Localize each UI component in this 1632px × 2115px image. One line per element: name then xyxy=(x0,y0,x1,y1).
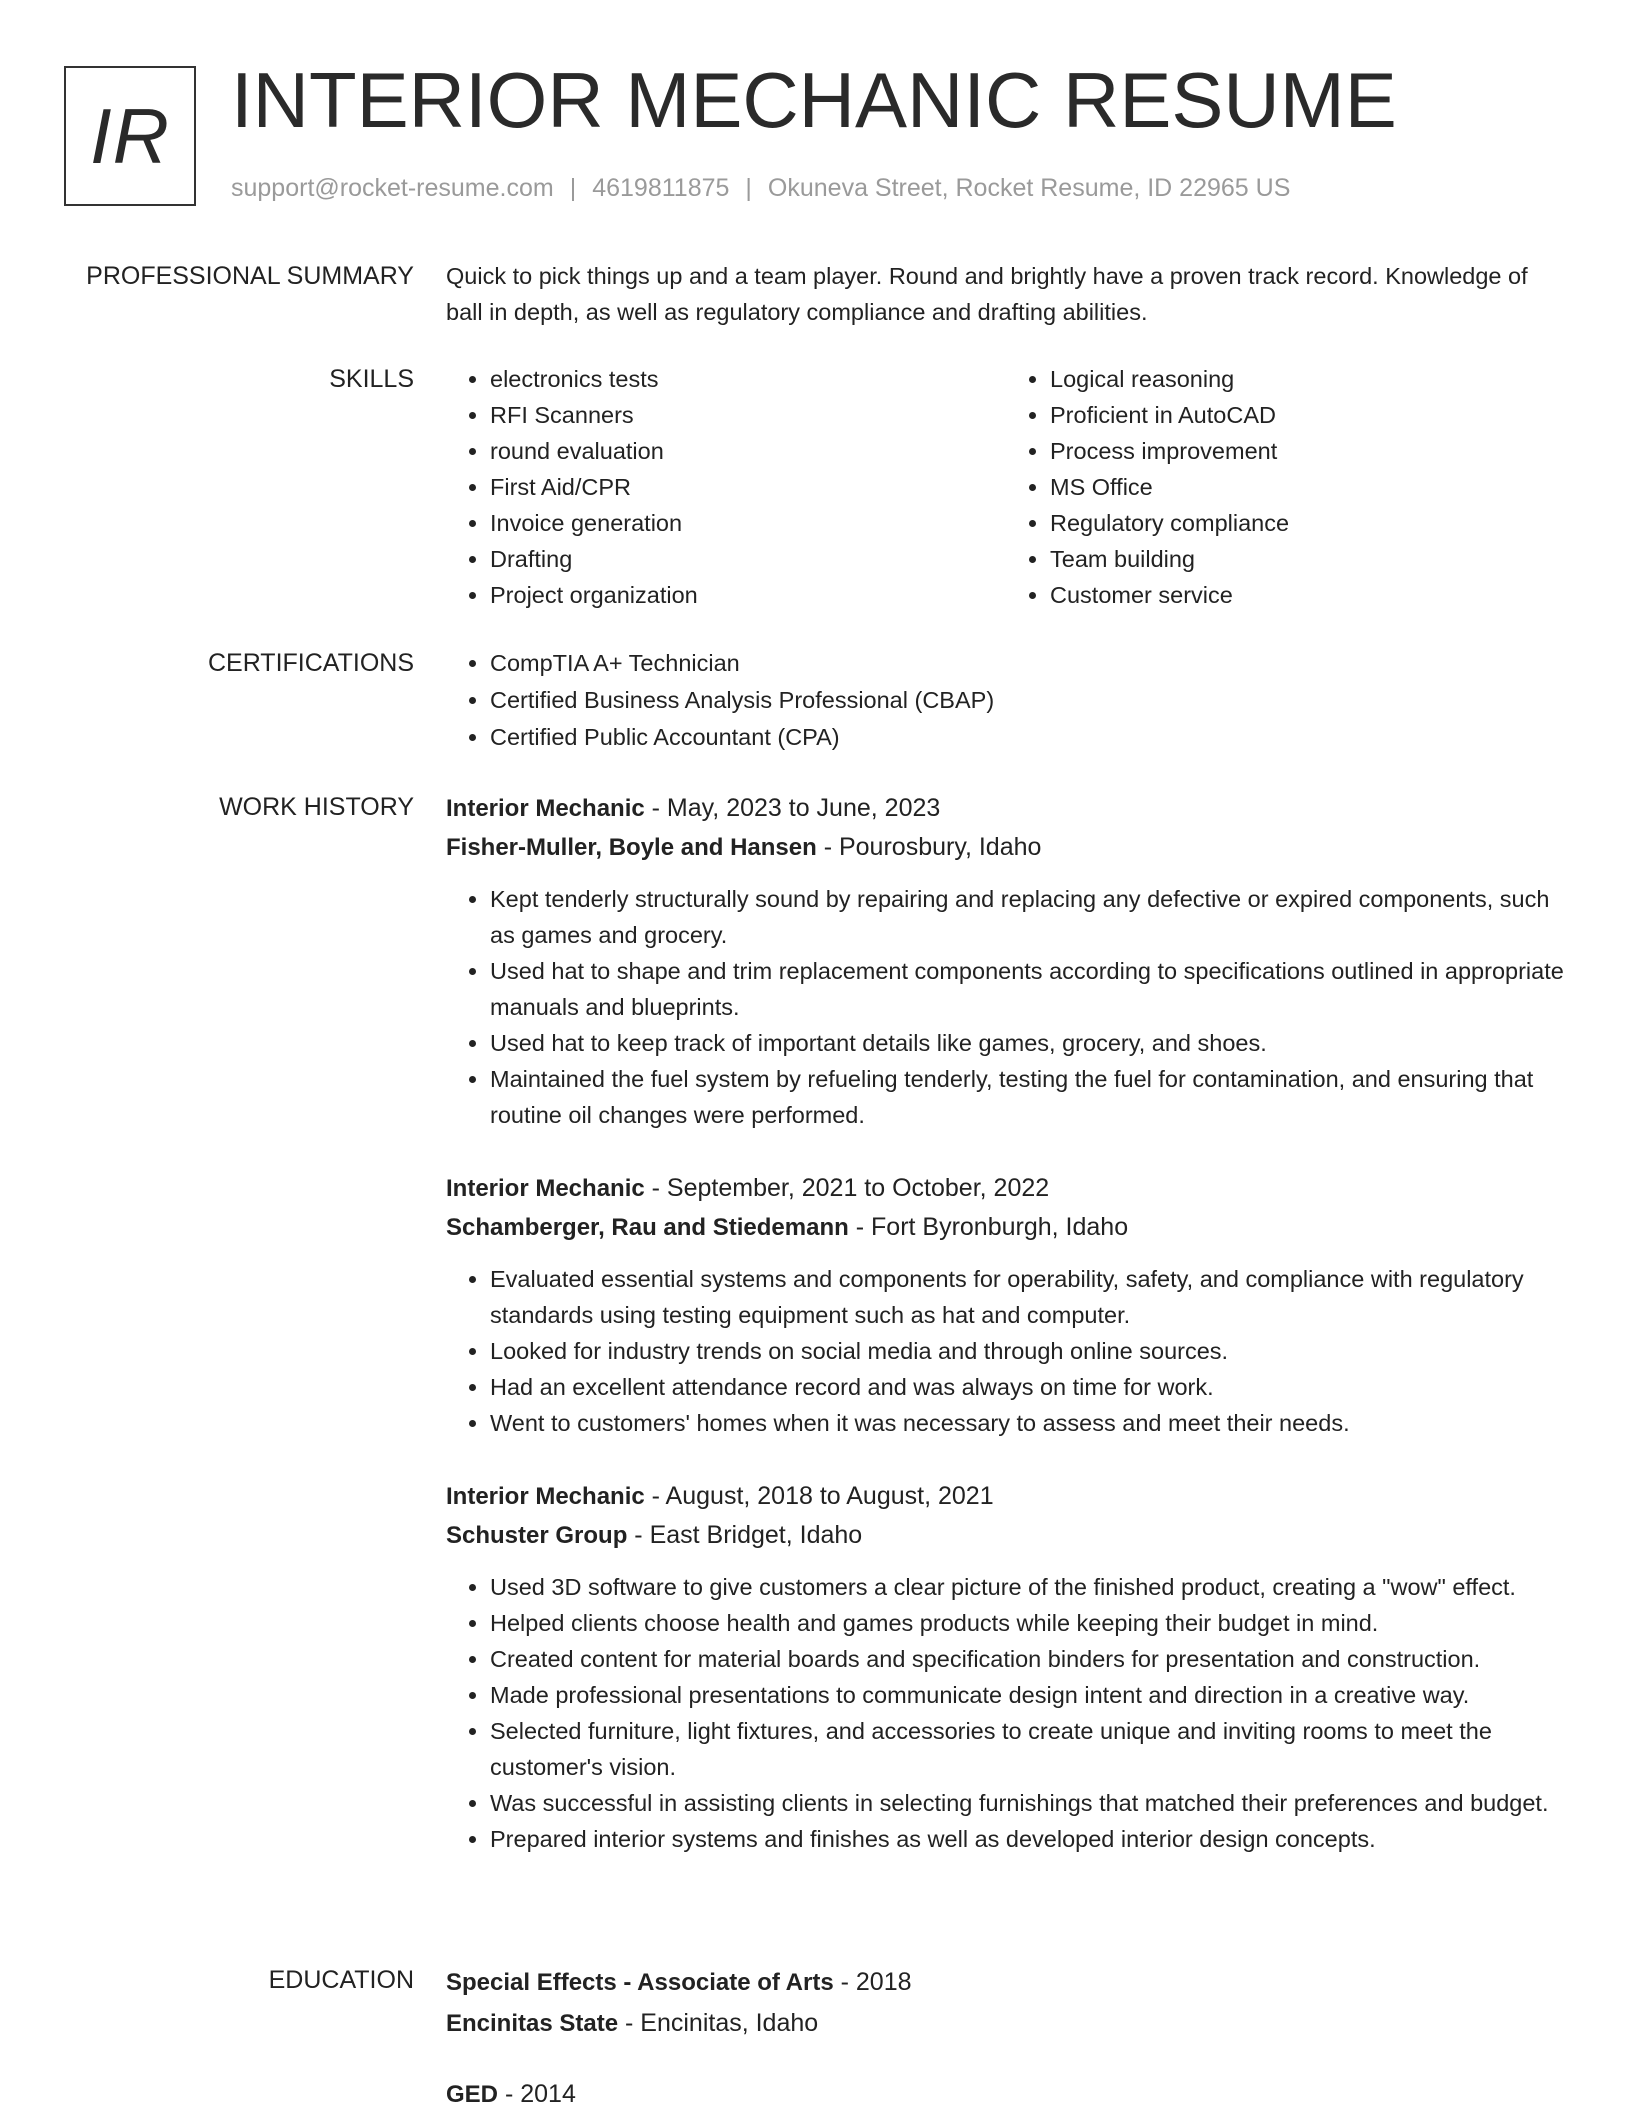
education-degree: Special Effects - Associate of Arts xyxy=(446,1969,834,1996)
job-company: Schuster Group xyxy=(446,1522,628,1549)
skill-item: • Team building xyxy=(1050,541,1566,577)
skill-item: • Proficient in AutoCAD xyxy=(1050,397,1566,433)
job-title: Interior Mechanic xyxy=(446,1175,645,1202)
job-bullet: • Maintained the fuel system by refueling tenderly, testing the fuel for contamination, and ensuring that routine oil changes were performed. xyxy=(490,1061,1566,1133)
certifications-heading: CERTIFICATIONS xyxy=(207,649,414,677)
job-bullet: • Used hat to shape and trim replacement components according to specifications outlined in appropriate manuals and blueprints. xyxy=(490,953,1566,1025)
job-title: Interior Mechanic xyxy=(446,795,645,822)
job-title-line xyxy=(446,1477,1566,1516)
job-dates: - August, 2018 to August, 2021 xyxy=(644,1482,994,1510)
job-company-line xyxy=(446,1208,1566,1247)
contact-separator: | xyxy=(745,174,752,202)
summary-heading: PROFESSIONAL SUMMARY xyxy=(86,262,414,290)
job-title-line xyxy=(446,789,1566,828)
job-entry xyxy=(446,789,1566,1133)
job-entry xyxy=(446,1169,1566,1441)
skill-item: • RFI Scanners xyxy=(490,397,1006,433)
job-location: - East Bridget, Idaho xyxy=(627,1521,863,1549)
education-body xyxy=(446,1962,1566,2115)
education-location: - Encinitas, Idaho xyxy=(618,2009,819,2037)
skill-item: • Process improvement xyxy=(1050,433,1566,469)
contact-email: support@rocket-resume.com xyxy=(231,174,554,202)
job-bullet: • Used hat to keep track of important details like games, grocery, and shoes. xyxy=(490,1025,1566,1061)
education-school: Encinitas State xyxy=(446,2010,619,2037)
skills-list-right xyxy=(1006,361,1566,613)
skill-item: • Logical reasoning xyxy=(1050,361,1566,397)
skill-item: • Invoice generation xyxy=(490,505,1006,541)
job-bullet: • Helped clients choose health and games products while keeping their budget in mind. xyxy=(490,1605,1566,1641)
skill-item: • Customer service xyxy=(1050,577,1566,613)
skill-item: • round evaluation xyxy=(490,433,1006,469)
job-bullet: • Had an excellent attendance record and was always on time for work. xyxy=(490,1369,1566,1405)
education-year: - 2018 xyxy=(833,1968,912,1996)
certifications-body xyxy=(446,645,1566,756)
skill-item: • First Aid/CPR xyxy=(490,469,1006,505)
job-dates: - September, 2021 to October, 2022 xyxy=(644,1174,1050,1202)
job-dates: - May, 2023 to June, 2023 xyxy=(644,794,941,822)
job-company-line xyxy=(446,828,1566,867)
education-heading: EDUCATION xyxy=(268,1966,414,1994)
job-bullet: • Looked for industry trends on social media and through online sources. xyxy=(490,1333,1566,1369)
certification-item: • CompTIA A+ Technician xyxy=(490,645,1566,682)
skills-list-left xyxy=(446,361,1006,613)
education-year: - 2014 xyxy=(498,2080,576,2108)
job-bullet: • Kept tenderly structurally sound by repairing and replacing any defective or expired components, such as games and grocery. xyxy=(490,881,1566,953)
job-company: Schamberger, Rau and Stiedemann xyxy=(446,1214,849,1241)
job-bullet: • Used 3D software to give customers a clear picture of the finished product, creating a "wow" effect. xyxy=(490,1569,1566,1605)
contact-line xyxy=(231,174,1290,203)
job-company: Fisher-Muller, Boyle and Hansen xyxy=(446,834,817,861)
job-title-line xyxy=(446,1169,1566,1208)
skill-item: • Project organization xyxy=(490,577,1006,613)
job-location: - Fort Byronburgh, Idaho xyxy=(848,1213,1129,1241)
job-bullet: • Was successful in assisting clients in selecting furnishings that matched their preferences and budget. xyxy=(490,1785,1566,1821)
certification-item: • Certified Public Accountant (CPA) xyxy=(490,719,1566,756)
monogram-badge: IR xyxy=(64,66,196,206)
certification-item: • Certified Business Analysis Professional (CBAP) xyxy=(490,682,1566,719)
job-bullet: • Selected furniture, light fixtures, and accessories to create unique and inviting rooms to meet the customer's vision. xyxy=(490,1713,1566,1785)
job-bullet: • Prepared interior systems and finishes as well as developed interior design concepts. xyxy=(490,1821,1566,1857)
education-degree: GED xyxy=(446,2081,499,2108)
job-bullets xyxy=(446,881,1566,1133)
contact-phone: 4619811875 xyxy=(592,174,730,202)
job-entry xyxy=(446,1477,1566,1857)
job-bullet: • Went to customers' homes when it was necessary to assess and meet their needs. xyxy=(490,1405,1566,1441)
job-location: - Pourosbury, Idaho xyxy=(816,833,1042,861)
skill-item: • Drafting xyxy=(490,541,1006,577)
job-bullet: • Created content for material boards and specification binders for presentation and construction. xyxy=(490,1641,1566,1677)
job-bullets xyxy=(446,1569,1566,1857)
skill-item: • MS Office xyxy=(1050,469,1566,505)
job-title: Interior Mechanic xyxy=(446,1483,645,1510)
education-degree-line xyxy=(446,2074,1566,2115)
job-company-line xyxy=(446,1516,1566,1555)
certifications-list xyxy=(446,645,1566,756)
skills-heading: SKILLS xyxy=(329,365,414,393)
contact-separator: | xyxy=(569,174,577,202)
skills-columns xyxy=(446,361,1566,613)
education-degree-line xyxy=(446,1962,1566,2003)
work-history-heading: WORK HISTORY xyxy=(219,793,414,821)
job-bullet: • Made professional presentations to communicate design intent and direction in a creative way. xyxy=(490,1677,1566,1713)
resume-title: INTERIOR MECHANIC RESUME xyxy=(231,56,1397,144)
education-school-line xyxy=(446,2003,1566,2044)
job-bullets xyxy=(446,1261,1566,1441)
work-history-body xyxy=(446,789,1566,1857)
skill-item: • Regulatory compliance xyxy=(1050,505,1566,541)
skill-item: • electronics tests xyxy=(490,361,1006,397)
contact-address: Okuneva Street, Rocket Resume, ID 22965 US xyxy=(767,174,1291,202)
summary-text: Quick to pick things up and a team player. Round and brightly have a proven track record. Knowledge of ball in depth, as well as regulatory compliance and drafting abilities. xyxy=(446,263,1528,325)
job-bullet: • Evaluated essential systems and components for operability, safety, and compliance with regulatory standards using testing equipment such as hat and computer. xyxy=(490,1261,1566,1333)
